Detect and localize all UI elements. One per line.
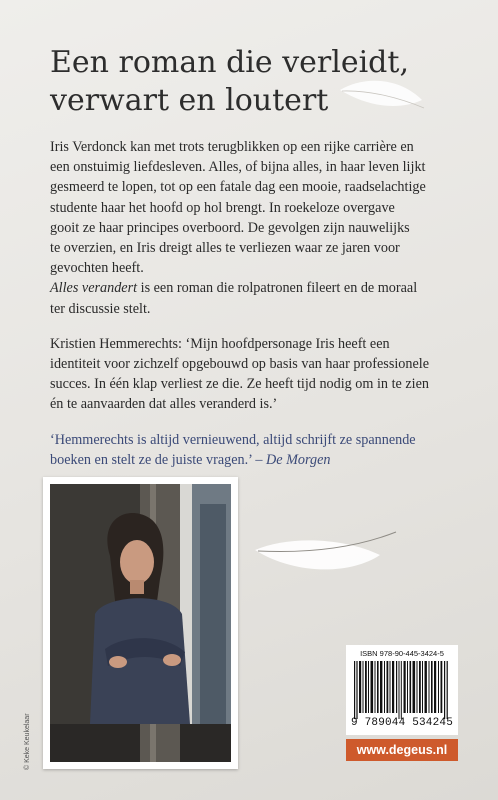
barcode-bars bbox=[354, 661, 450, 719]
author-portrait-illustration bbox=[50, 484, 231, 762]
headline bbox=[50, 44, 470, 120]
blurb-p1-line-7: gevochten heeft. bbox=[50, 260, 144, 277]
press-quote-line-2 bbox=[50, 450, 475, 470]
blurb bbox=[50, 137, 475, 470]
press-quote-line-1: ‘Hemmerechts is altijd vernieuwend, altijd schrijft ze spannende bbox=[50, 431, 416, 448]
book-title: Alles verandert bbox=[50, 280, 138, 297]
blurb-p1-line-6: te overzien, en Iris dreigt alles te verliezen waar ze jaren voor bbox=[50, 240, 400, 257]
ean-number: 9 789044 534245 bbox=[350, 717, 454, 729]
blurb-p2-line-1-rest: is een roman die rolpatronen fileert en de moraal bbox=[137, 280, 418, 297]
blurb-p1-line-1: Iris Verdonck kan met trots terugblikken op een rijke carrière en bbox=[50, 139, 414, 155]
blurb-p1-line-2: een onstuimig liefdesleven. Alles, of bijna alles, in haar leven lijkt bbox=[50, 159, 426, 176]
headline-line-1: Een roman die verleidt, bbox=[50, 45, 409, 80]
author-photo-frame bbox=[43, 477, 238, 769]
press-quote-source: De Morgen bbox=[266, 451, 331, 468]
blurb-p1-line-4: studente haar het hoofd op hol brengt. In roekeloze overgave bbox=[50, 199, 395, 216]
blurb-p2-line-1 bbox=[50, 278, 475, 298]
photo-credit: © Keke Keukelaar bbox=[24, 713, 31, 770]
blurb-p3-line-3: succes. In één klap verliest ze die. Ze heeft tijd nodig om in te zien bbox=[50, 376, 429, 393]
blurb-p3-line-4: én te aanvaarden dat alles veranderd is.’ bbox=[50, 396, 278, 413]
blurb-p3-line-2: identiteit voor zichzelf opgebouwd op basis van haar professionele bbox=[50, 356, 430, 373]
isbn-text: ISBN 978-90-445-3424-5 bbox=[360, 649, 444, 658]
blurb-p1-line-3: gesmeerd te lopen, tot op een fatale dag een mooie, raadselachtige bbox=[50, 179, 426, 196]
headline-line-2: verwart en loutert bbox=[50, 83, 329, 118]
blurb-p2-line-2: ter discussie stelt. bbox=[50, 300, 151, 317]
press-quote-text: boeken en stelt ze de juiste vragen.’ – bbox=[50, 451, 267, 468]
feather-illustration bbox=[250, 520, 400, 600]
blurb-p3-line-1: Kristien Hemmerechts: ‘Mijn hoofdpersonage Iris heeft een bbox=[50, 335, 390, 352]
author-photo bbox=[50, 484, 231, 762]
blurb-p1-line-5: gooit ze haar principes overboord. De gevolgen zijn nauwelijks bbox=[50, 219, 410, 236]
publisher-website[interactable]: www.degeus.nl bbox=[346, 739, 458, 761]
barcode-box bbox=[346, 645, 458, 735]
